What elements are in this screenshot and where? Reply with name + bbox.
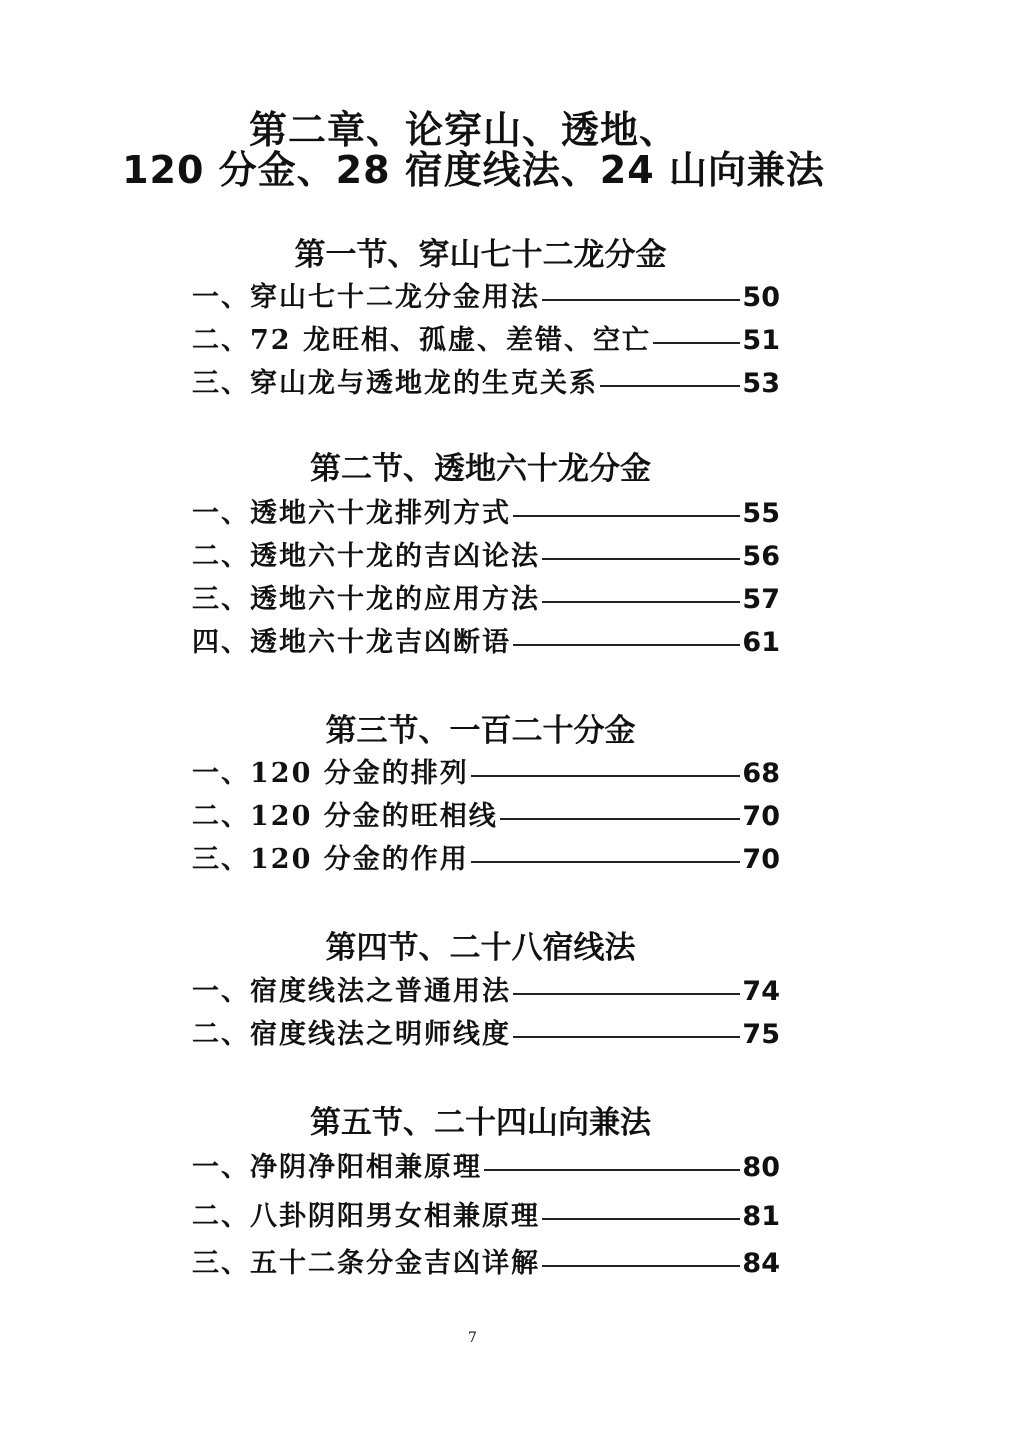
- toc-entry-page: 68: [742, 758, 780, 789]
- chapter-title-line-1: 第二章、论穿山、透地、: [248, 108, 678, 152]
- chapter-title-line-2: 120 分金、28 宿度线法、24 山向兼法: [122, 148, 825, 192]
- toc-entry-label: 一、120 分金的排列: [192, 758, 469, 789]
- toc-entry-page: 56: [742, 541, 780, 572]
- toc-entry-label: 三、穿山龙与透地龙的生克关系: [192, 368, 598, 399]
- toc-entry-page: 80: [742, 1152, 780, 1183]
- section-title-2: 第二节、透地六十龙分金: [310, 451, 651, 487]
- toc-entry: [192, 1017, 780, 1053]
- toc-entry-label: 二、120 分金的旺相线: [192, 801, 498, 832]
- toc-leader-line: [542, 1218, 740, 1220]
- toc-entry-label: 三、五十二条分金吉凶详解: [192, 1248, 540, 1279]
- toc-entry-label: 二、透地六十龙的吉凶论法: [192, 541, 540, 572]
- toc-entry: [192, 539, 780, 575]
- toc-entry-page: 51: [742, 325, 780, 356]
- toc-entry-label: 一、净阴净阳相兼原理: [192, 1152, 482, 1183]
- toc-entry-page: 81: [742, 1201, 780, 1232]
- toc-leader-line: [484, 1169, 740, 1171]
- toc-leader-line: [471, 861, 741, 863]
- toc-entry-page: 57: [742, 584, 780, 615]
- toc-leader-line: [600, 385, 740, 387]
- toc-entry: [192, 974, 780, 1010]
- page-number: 7: [468, 1330, 477, 1346]
- toc-entry-label: 四、透地六十龙吉凶断语: [192, 627, 511, 658]
- toc-entry-label: 二、72 龙旺相、孤虚、差错、空亡: [192, 325, 651, 356]
- toc-entry-page: 70: [742, 844, 780, 875]
- toc-entry: [192, 323, 780, 359]
- toc-entry: [192, 496, 780, 532]
- toc-entry-page: 50: [742, 282, 780, 313]
- toc-entry-label: 三、120 分金的作用: [192, 844, 469, 875]
- toc-leader-line: [542, 1265, 740, 1267]
- toc-leader-line: [500, 818, 741, 820]
- section-title-4: 第四节、二十八宿线法: [325, 930, 636, 966]
- toc-leader-line: [513, 644, 740, 646]
- toc-entry-page: 61: [742, 627, 780, 658]
- toc-leader-line: [471, 775, 741, 777]
- toc-entry: [192, 756, 780, 792]
- section-title-1: 第一节、穿山七十二龙分金: [294, 237, 667, 273]
- toc-entry: [192, 625, 780, 661]
- toc-entry: [192, 842, 780, 878]
- toc-entry-label: 一、穿山七十二龙分金用法: [192, 282, 540, 313]
- toc-leader-line: [542, 558, 740, 560]
- section-title-3: 第三节、一百二十分金: [325, 713, 636, 749]
- toc-entry-label: 一、透地六十龙排列方式: [192, 498, 511, 529]
- toc-entry: [192, 799, 780, 835]
- toc-entry: [192, 582, 780, 618]
- toc-leader-line: [542, 299, 740, 301]
- toc-entry-page: 70: [742, 801, 780, 832]
- toc-leader-line: [513, 1036, 740, 1038]
- section-title-5: 第五节、二十四山向兼法: [310, 1105, 651, 1141]
- toc-leader-line: [513, 515, 740, 517]
- toc-entry-page: 53: [742, 368, 780, 399]
- toc-entry: [192, 1150, 780, 1186]
- toc-leader-line: [542, 601, 740, 603]
- toc-entry-page: 84: [742, 1248, 780, 1279]
- toc-entry: [192, 1199, 780, 1235]
- toc-entry-page: 55: [742, 498, 780, 529]
- toc-entry: [192, 280, 780, 316]
- toc-entry-label: 二、宿度线法之明师线度: [192, 1019, 511, 1050]
- toc-entry-label: 三、透地六十龙的应用方法: [192, 584, 540, 615]
- toc-leader-line: [513, 993, 740, 995]
- toc-entry-label: 一、宿度线法之普通用法: [192, 976, 511, 1007]
- toc-leader-line: [653, 342, 740, 344]
- toc-entry-label: 二、八卦阴阳男女相兼原理: [192, 1201, 540, 1232]
- toc-entry-page: 74: [742, 976, 780, 1007]
- toc-entry: [192, 1246, 780, 1282]
- toc-entry: [192, 366, 780, 402]
- toc-entry-page: 75: [742, 1019, 780, 1050]
